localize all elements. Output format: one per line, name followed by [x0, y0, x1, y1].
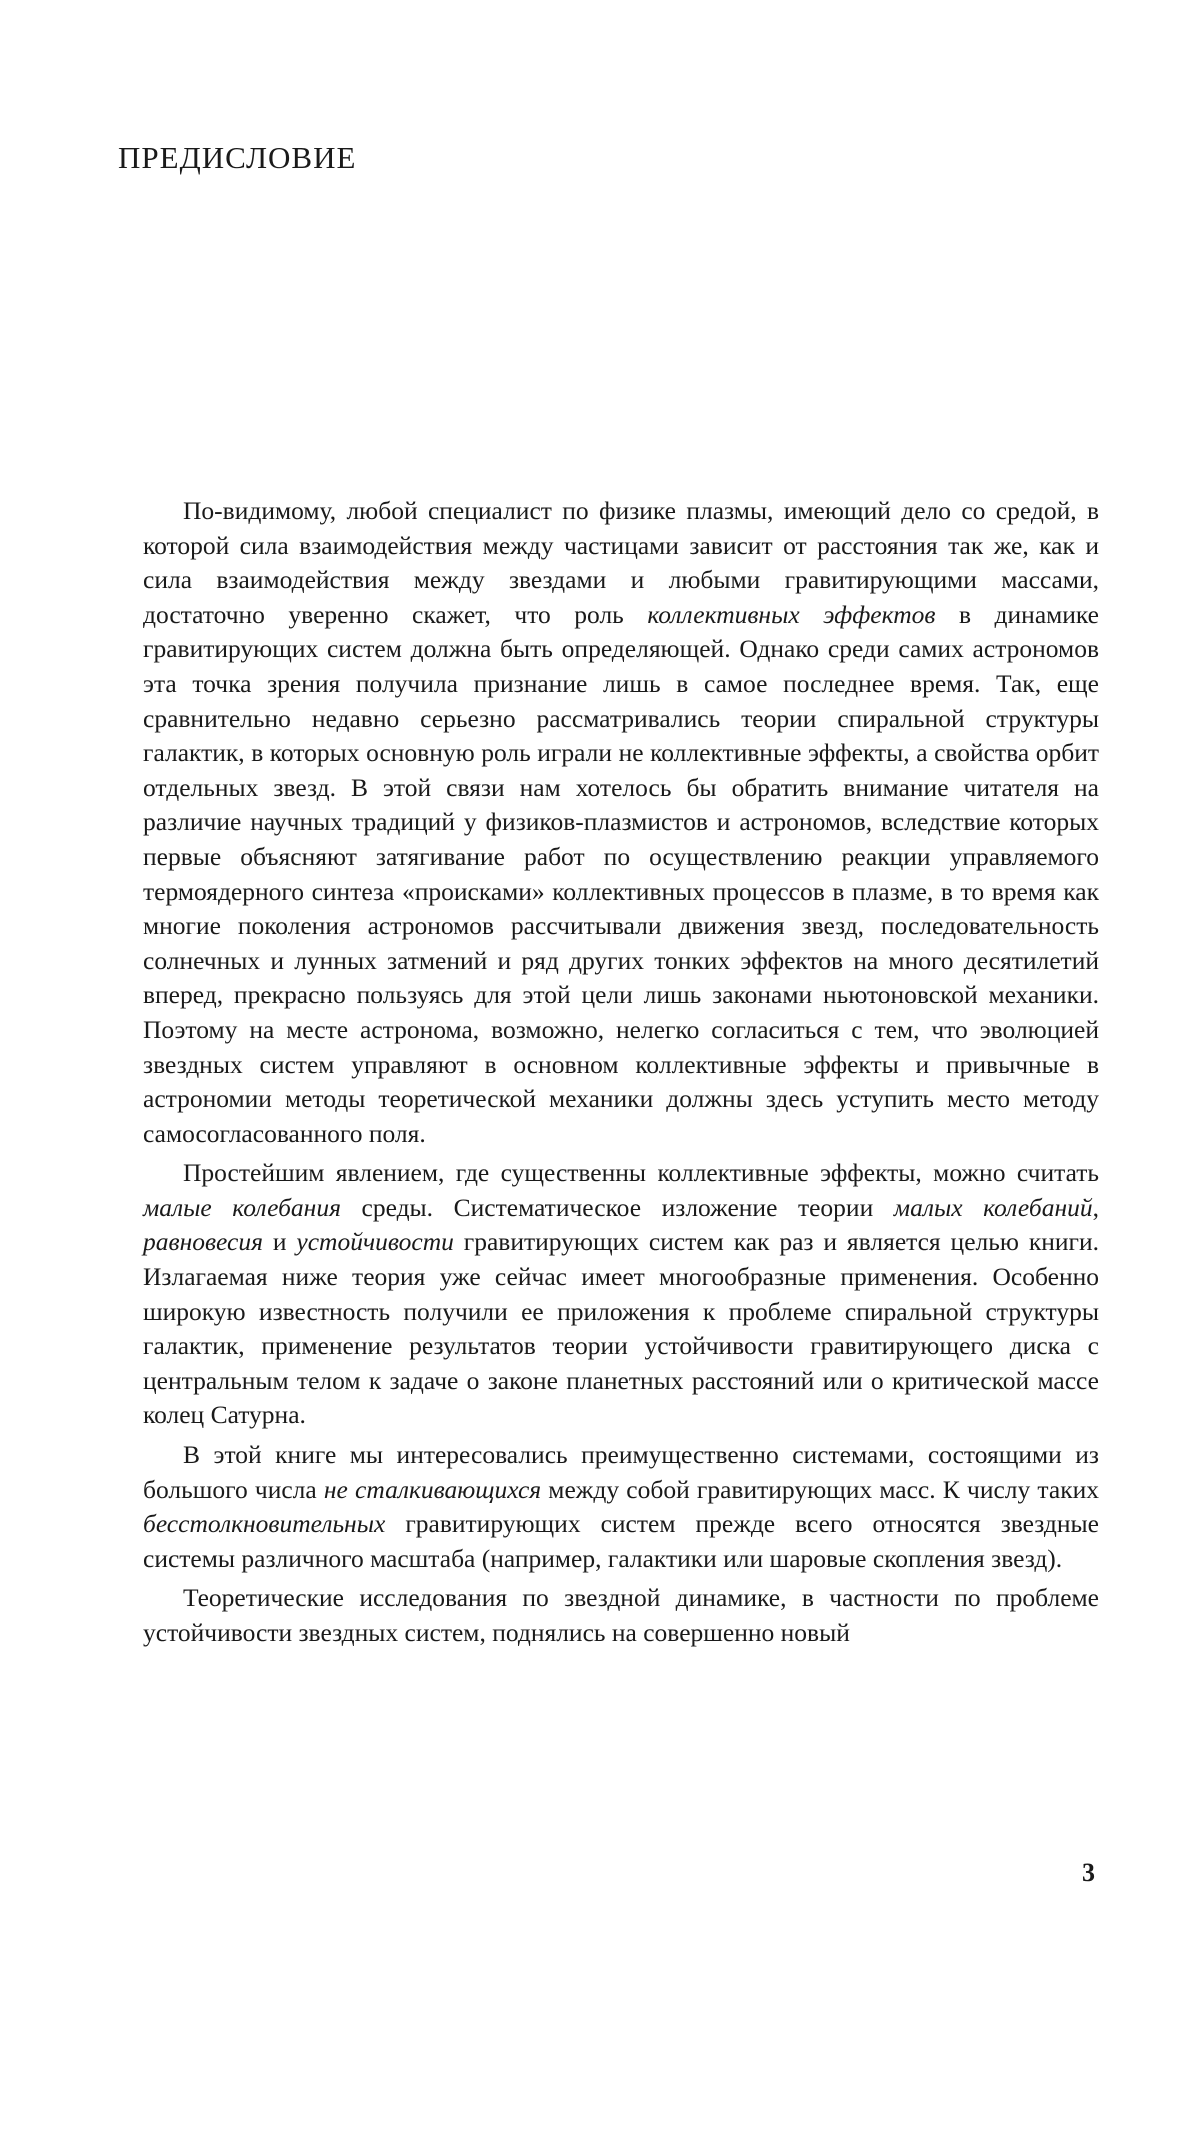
paragraph-3 — [143, 1438, 1099, 1576]
paragraph-2 — [143, 1156, 1099, 1433]
text-segment: , — [1092, 1192, 1100, 1222]
text-segment: гравитирующих систем прежде всего относятся звездные системы различного масштаба (например, галактики или шаровые скопления звезд). — [143, 1509, 1099, 1573]
text-segment: Теоретические исследования по звездной динамике, в частности по проблеме устойчивости звездных систем, поднялись на совершенно новый — [143, 1583, 1099, 1647]
page-title: ПРЕДИСЛОВИЕ — [118, 140, 357, 175]
text-segment: По-видимому, любой специалист по физике плазмы, имеющий дело со средой, в которой сила взаимодействия между частицами зависит от расстояния так же, как и сила взаимодействия между звездами и любыми гравитирующими массами, достаточно уверенно скажет, что роль — [143, 496, 1099, 629]
italic-term: малые колебания — [143, 1192, 341, 1222]
text-segment: и — [262, 1227, 297, 1257]
text-segment: В этой книге мы интересовались преимущественно системами, состоящими из большого числа — [143, 1440, 1099, 1504]
italic-term: не сталкивающихся — [323, 1474, 542, 1504]
italic-term: равновесия — [143, 1227, 263, 1257]
text-segment: в динамике гравитирующих систем должна быть определяющей. Однако среди самих астрономов эта точка зрения получила признание лишь в самое последнее время. Так, еще сравнительно недавно серьезно рассматривались теории спиральной структуры галактик, в которых основную роль играли не коллективные эффекты, а свойства орбит отдельных звезд. В этой связи нам хотелось бы обратить внимание читателя на различие научных традиций у физиков-плазмистов и астрономов, вследствие которых первые объясняют затягивание работ по осуществлению реакции управляемого термоядерного синтеза «происками» коллективных процессов в плазме, в то время как многие поколения астрономов рассчитывали движения звезд, последовательность солнечных и лунных затмений и ряд других тонких эффектов на много десятилетий вперед, прекрасно пользуясь для этой цели лишь законами ньютоновской механики. Поэтому на месте астронома, возможно, нелегко согласиться с тем, что эволюцией звездных систем управляют в основном коллективные эффекты и привычные в астрономии методы теоретической механики должны здесь уступить место методу самосогласованного поля. — [143, 599, 1099, 1148]
paragraph-4 — [143, 1581, 1099, 1650]
text-segment: между собой гравитирующих масс. К числу таких — [541, 1474, 1099, 1504]
page-number: 3 — [1082, 1858, 1095, 1887]
italic-term: коллективных эффектов — [647, 599, 936, 629]
italic-term: малых колебаний — [893, 1192, 1093, 1222]
text-segment: гравитирующих систем как раз и является целью книги. Излагаемая ниже теория уже сейчас имеет многообразные применения. Особенно широкую известность получили ее приложения к проблеме спиральной структуры галактик, применение результатов теории устойчивости гравитирующего диска с центральным телом к задаче о законе планетных расстояний или о критической массе колец Сатурна. — [143, 1227, 1099, 1430]
text-segment: Простейшим явлением, где существенны коллективные эффекты, можно считать — [183, 1158, 1099, 1188]
text-segment: среды. Систематическое изложение теории — [340, 1192, 894, 1222]
body-text — [143, 494, 1099, 1651]
paragraph-1 — [143, 494, 1099, 1151]
italic-term: устойчивости — [296, 1227, 454, 1257]
italic-term: бесстолкновительных — [143, 1509, 386, 1539]
